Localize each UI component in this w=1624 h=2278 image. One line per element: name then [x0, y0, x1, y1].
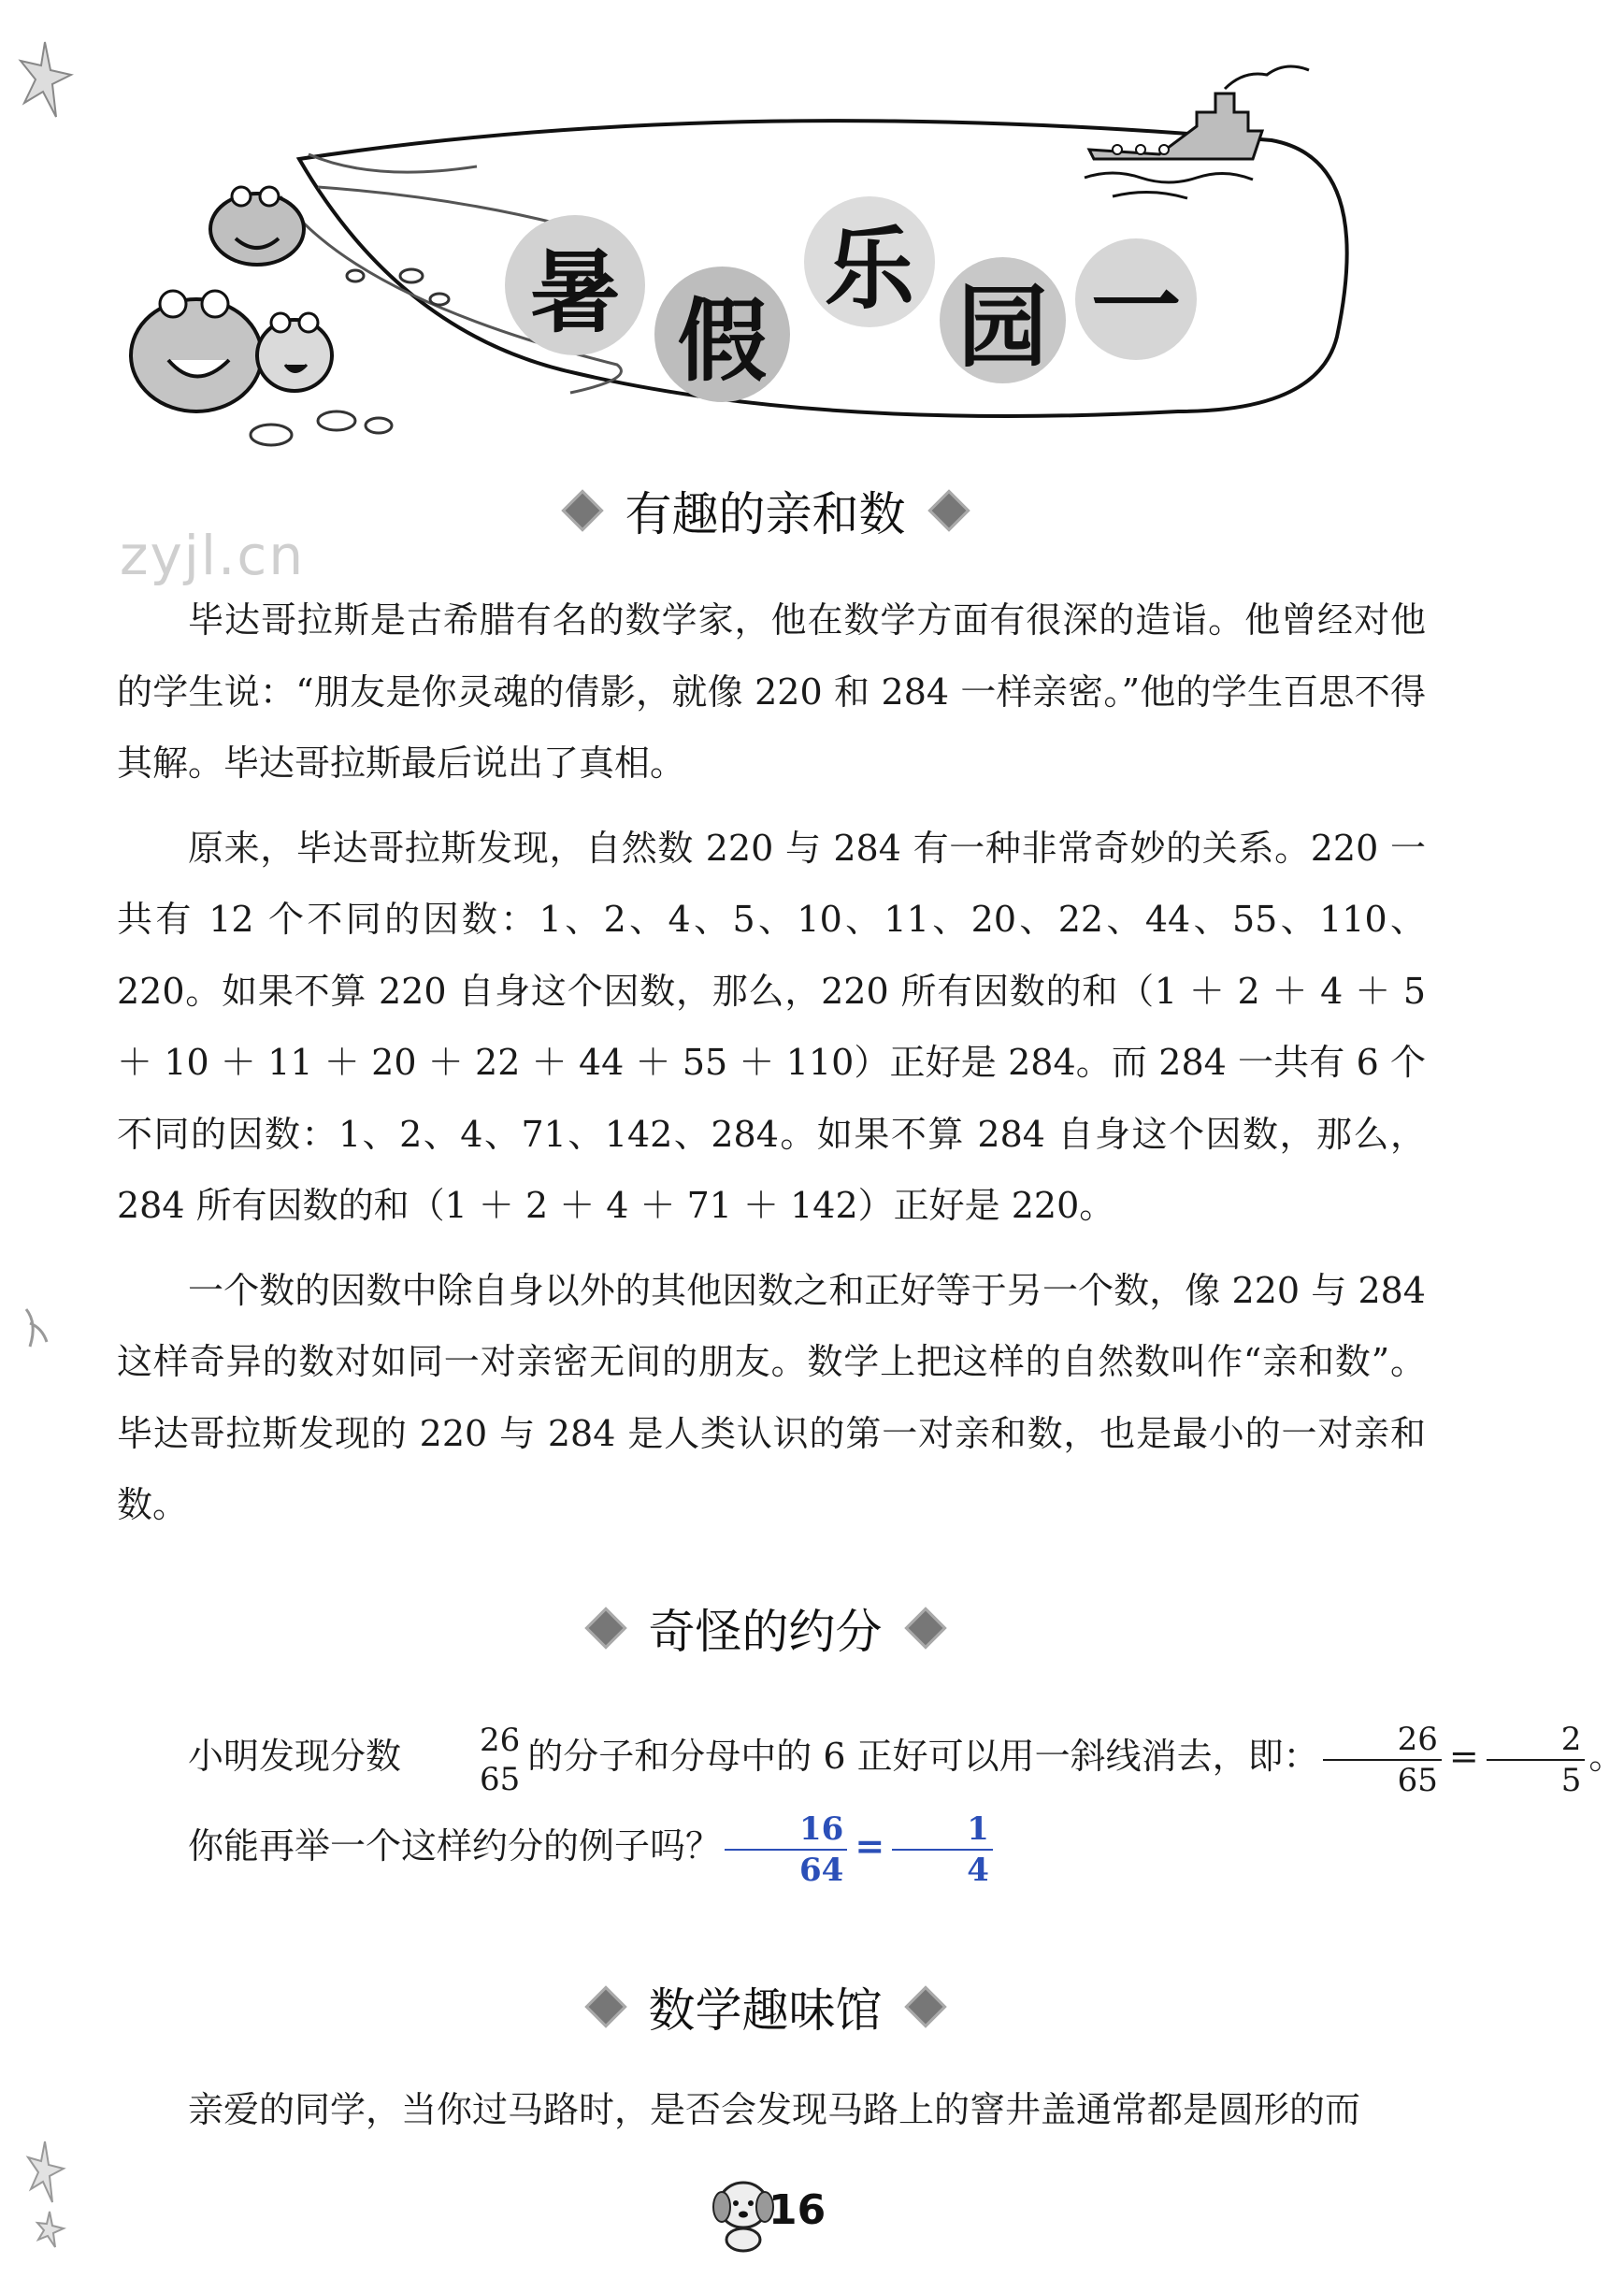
denominator: 4 — [967, 1851, 989, 1889]
banner-char-4: 园 — [940, 257, 1066, 383]
section-heading-amicable-numbers — [0, 477, 1531, 544]
starfish-bottom-decoration-icon — [26, 2137, 73, 2249]
denominator: 65 — [480, 1760, 521, 1798]
denominator: 5 — [1560, 1761, 1582, 1799]
question-line — [117, 1801, 1426, 1891]
banner-char-3: 乐 — [804, 196, 935, 327]
numerator: 26 — [480, 1721, 521, 1759]
title-banner — [168, 56, 1356, 449]
paragraph: 一个数的因数中除自身以外的其他因数之和正好等于另一个数，像 220 与 284 这样奇异的数对如同一对亲密无间的朋友。数学上把这样的自然数叫作“亲和数”。毕达哥拉斯发现的 220 与 284 是人类认识的第一对亲和数，也是最小的一对亲和数。 — [117, 1269, 1426, 1525]
section-heading-strange-reduction — [0, 1594, 1531, 1662]
denominator: 64 — [799, 1851, 844, 1889]
crab-small-icon — [210, 187, 304, 265]
section1-body — [117, 584, 1426, 1554]
banner-char-5: 一 — [1075, 238, 1197, 360]
denominator: 65 — [1397, 1761, 1438, 1799]
diamond-right-icon — [927, 489, 970, 531]
banner-title — [467, 178, 1346, 421]
section-heading-math-fun — [0, 1973, 1531, 2040]
diamond-left-icon — [561, 489, 603, 531]
section-title: 有趣的亲和数 — [625, 487, 906, 541]
diamond-left-icon — [584, 1607, 626, 1649]
problem-text: 的分子和分母中的 6 正好可以用一斜线消去，即： — [527, 1736, 1319, 1777]
equals-sign: = — [1448, 1736, 1479, 1777]
crab-large-icon — [131, 291, 262, 411]
diamond-right-icon — [904, 1985, 946, 2027]
problem-text: 小明发现分数 — [188, 1736, 402, 1777]
puppy-icon — [711, 2170, 776, 2254]
banner-char-1: 暑 — [505, 215, 645, 355]
crab-girl-icon — [257, 313, 332, 391]
section-title: 数学趣味馆 — [648, 1983, 883, 2038]
problem-text: 。 — [1588, 1736, 1624, 1777]
paragraph: 毕达哥拉斯是古希腊有名的数学家，他在数学方面有很深的造诣。他曾经对他的学生说：“朋友是你灵魂的倩影，就像 220 和 284 一样亲密。”他的学生百思不得其解。毕达哥拉斯最后说出了真相。 — [117, 599, 1426, 784]
fraction — [1487, 1720, 1586, 1799]
starfish-decoration-icon — [17, 37, 73, 122]
page-number-badge — [711, 2170, 832, 2254]
section-title: 奇怪的约分 — [648, 1605, 883, 1659]
equals-sign: = — [855, 1824, 885, 1867]
watermark: zyjl.cn — [120, 524, 306, 587]
numerator: 1 — [892, 1813, 993, 1851]
answer-fraction — [892, 1809, 993, 1889]
banner-char-2: 假 — [654, 267, 790, 402]
numerator: 2 — [1487, 1723, 1586, 1761]
diamond-left-icon — [584, 1985, 626, 2027]
section3-body — [117, 2074, 1426, 2159]
numerator: 26 — [1323, 1723, 1442, 1761]
shell-decoration-icon — [19, 1305, 56, 1351]
paragraph: 原来，毕达哥拉斯发现，自然数 220 与 284 有一种非常奇妙的关系。220 一共有 12 个不同的因数：1、2、4、5、10、11、20、22、44、55、110、220。如果不算 220 自身这个因数，那么，220 所有因数的和（1 ＋ 2 ＋ 4 ＋ 5 ＋ 10 ＋ 11 ＋ 20 ＋ 22 ＋ 44 ＋ 55 ＋ 110）正好是 284。而 284 一共有 6 个不同的因数：1、2、4、71、142、284。如果不算 284 自身这个因数，那么，284 所有因数的和（1 ＋ 2 ＋ 4 ＋ 71 ＋ 142）正好是 220。 — [117, 827, 1426, 1226]
numerator: 16 — [725, 1813, 847, 1851]
question-text: 你能再举一个这样约分的例子吗？ — [188, 1825, 722, 1867]
diamond-right-icon — [904, 1607, 946, 1649]
fraction — [1323, 1720, 1442, 1799]
page-number: 16 — [769, 2186, 826, 2234]
problem-line — [117, 1711, 1624, 1801]
section2-body — [117, 1711, 1624, 1891]
crossed-fraction — [405, 1721, 524, 1798]
paragraph: 亲爱的同学，当你过马路时，是否会发现马路上的窨井盖通常都是圆形的而 — [188, 2089, 1361, 2130]
answer-fraction — [725, 1809, 847, 1889]
